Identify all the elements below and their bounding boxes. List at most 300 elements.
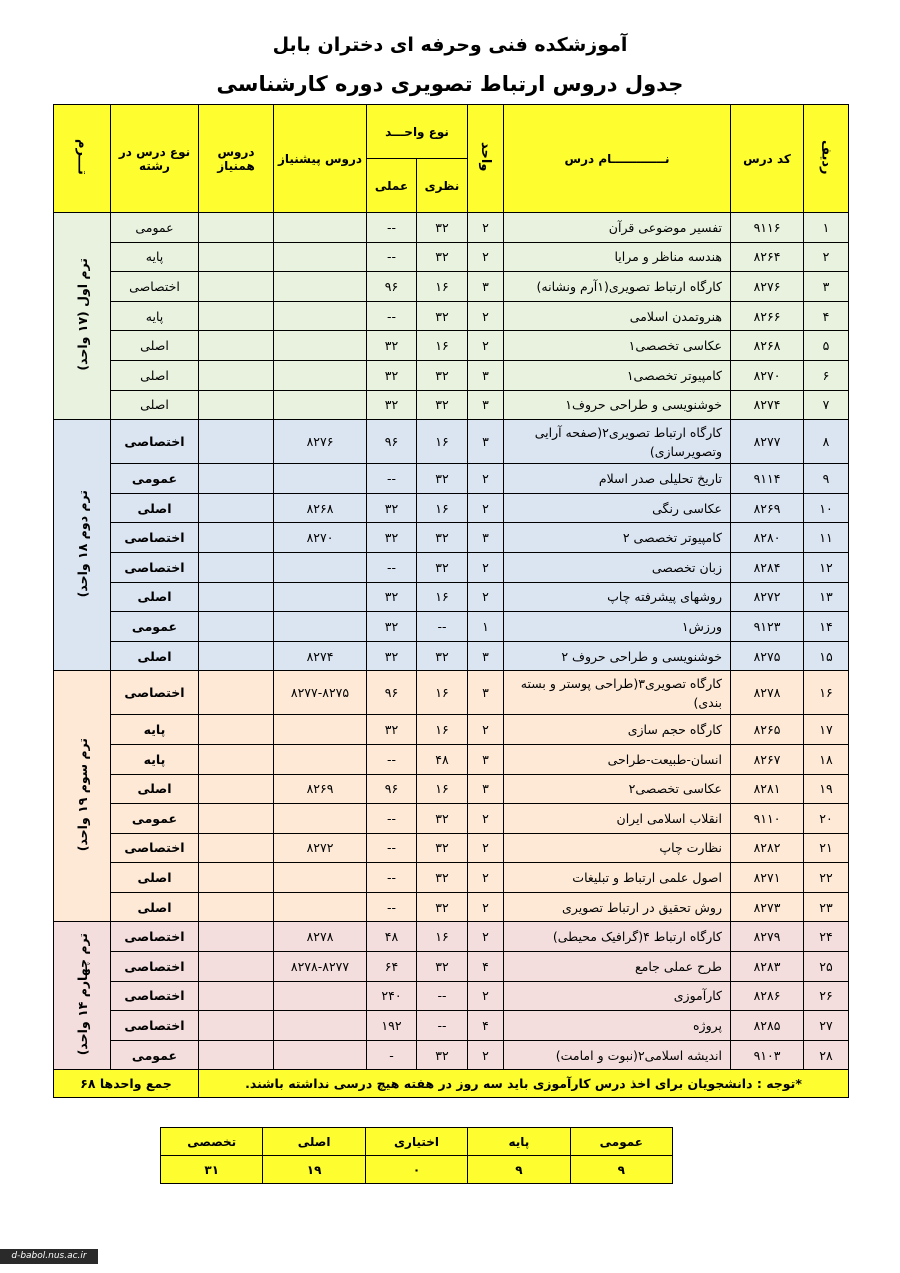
table-row	[54, 582, 849, 612]
cell-code: ۹۱۱۰	[731, 804, 804, 834]
cell-pishniaz: ۸۲۶۹	[274, 774, 367, 804]
cell-pishniaz: ۸۲۷۰	[274, 523, 367, 553]
cell-amali: ۴۸	[367, 922, 417, 952]
summary-table	[160, 1127, 673, 1184]
cell-radif: ۱۸	[804, 744, 849, 774]
cell-amali: ۳۲	[367, 523, 417, 553]
cell-course-type: عمومی	[111, 464, 199, 494]
cell-course-type: پایه	[111, 715, 199, 745]
cell-vahed: ۴	[468, 952, 504, 982]
cell-hamniaz	[199, 360, 274, 390]
cell-pishniaz	[274, 242, 367, 272]
cell-nazari: --	[417, 981, 468, 1011]
cell-hamniaz	[199, 390, 274, 420]
table-row	[54, 952, 849, 982]
cell-radif: ۶	[804, 360, 849, 390]
cell-pishniaz	[274, 804, 367, 834]
cell-course-type: اصلی	[111, 892, 199, 922]
cell-pishniaz	[274, 582, 367, 612]
cell-course-type: عمومی	[111, 213, 199, 243]
table-row	[54, 744, 849, 774]
cell-code: ۸۲۷۴	[731, 390, 804, 420]
cell-course-type: پایه	[111, 744, 199, 774]
cell-nazari: ۱۶	[417, 582, 468, 612]
cell-radif: ۲	[804, 242, 849, 272]
cell-course-type: اصلی	[111, 390, 199, 420]
cell-code: ۸۲۸۱	[731, 774, 804, 804]
cell-amali: --	[367, 744, 417, 774]
cell-amali: --	[367, 804, 417, 834]
cell-amali: --	[367, 213, 417, 243]
cell-radif: ۱۴	[804, 612, 849, 642]
cell-amali: ۳۲	[367, 493, 417, 523]
cell-vahed: ۱	[468, 612, 504, 642]
cell-pishniaz	[274, 464, 367, 494]
cell-pishniaz	[274, 863, 367, 893]
table-row	[54, 523, 849, 553]
cell-hamniaz	[199, 863, 274, 893]
table-row	[54, 671, 849, 715]
cell-vahed: ۲	[468, 1040, 504, 1070]
cell-hamniaz	[199, 744, 274, 774]
cell-vahed: ۳	[468, 744, 504, 774]
cell-amali: ۳۲	[367, 331, 417, 361]
cell-amali: --	[367, 892, 417, 922]
cell-course-type: اصلی	[111, 360, 199, 390]
cell-nazari: ۱۶	[417, 420, 468, 464]
table-row	[54, 272, 849, 302]
summary-label: تخصصی	[161, 1128, 263, 1156]
cell-nazari: ۳۲	[417, 804, 468, 834]
cell-code: ۹۱۱۶	[731, 213, 804, 243]
cell-amali: ۳۲	[367, 612, 417, 642]
cell-vahed: ۲	[468, 493, 504, 523]
table-row	[54, 390, 849, 420]
cell-nazari: ۳۲	[417, 301, 468, 331]
cell-vahed: ۲	[468, 981, 504, 1011]
cell-hamniaz	[199, 213, 274, 243]
cell-hamniaz	[199, 331, 274, 361]
cell-code: ۸۲۸۰	[731, 523, 804, 553]
cell-radif: ۱۱	[804, 523, 849, 553]
cell-name: کارگاه حجم سازی	[504, 715, 731, 745]
header-course-type: نوع درس در رشته	[111, 105, 199, 213]
cell-amali: ۳۲	[367, 641, 417, 671]
cell-amali: -	[367, 1040, 417, 1070]
cell-radif: ۲۰	[804, 804, 849, 834]
cell-vahed: ۳	[468, 360, 504, 390]
cell-vahed: ۳	[468, 420, 504, 464]
cell-name: تفسیر موضوعی قرآن	[504, 213, 731, 243]
table-row	[54, 1040, 849, 1070]
cell-pishniaz	[274, 1040, 367, 1070]
cell-pishniaz	[274, 715, 367, 745]
cell-course-type: اختصاصی	[111, 981, 199, 1011]
footer-total: جمع واحدها ۶۸	[54, 1070, 199, 1098]
cell-pishniaz	[274, 892, 367, 922]
cell-pishniaz	[274, 981, 367, 1011]
summary-value: ۳۱	[161, 1156, 263, 1184]
cell-name: کارگاه ارتباط ۴(گرافیک محیطی)	[504, 922, 731, 952]
cell-radif: ۱	[804, 213, 849, 243]
cell-hamniaz	[199, 493, 274, 523]
cell-code: ۹۱۱۴	[731, 464, 804, 494]
cell-vahed: ۲	[468, 833, 504, 863]
table-row	[54, 552, 849, 582]
cell-vahed: ۲	[468, 804, 504, 834]
cell-course-type: اصلی	[111, 641, 199, 671]
cell-code: ۸۲۸۶	[731, 981, 804, 1011]
cell-hamniaz	[199, 464, 274, 494]
cell-nazari: ۱۶	[417, 922, 468, 952]
cell-vahed: ۲	[468, 922, 504, 952]
cell-pishniaz	[274, 331, 367, 361]
cell-code: ۸۲۸۵	[731, 1011, 804, 1041]
cell-course-type: عمومی	[111, 804, 199, 834]
cell-pishniaz: ۸۲۶۸	[274, 493, 367, 523]
cell-amali: ۹۶	[367, 420, 417, 464]
header-pishniaz: دروس پیشنیاز	[274, 105, 367, 213]
cell-amali: --	[367, 301, 417, 331]
cell-vahed: ۲	[468, 892, 504, 922]
cell-name: کارگاه ارتباط تصویری۲(صفحه آرایی وتصویرسازی)	[504, 420, 731, 464]
cell-pishniaz	[274, 360, 367, 390]
cell-code: ۸۲۶۹	[731, 493, 804, 523]
table-row	[54, 981, 849, 1011]
cell-code: ۹۱۲۳	[731, 612, 804, 642]
cell-pishniaz	[274, 744, 367, 774]
table-row	[54, 833, 849, 863]
cell-radif: ۵	[804, 331, 849, 361]
cell-radif: ۲۴	[804, 922, 849, 952]
cell-hamniaz	[199, 804, 274, 834]
cell-hamniaz	[199, 523, 274, 553]
cell-hamniaz	[199, 301, 274, 331]
cell-hamniaz	[199, 715, 274, 745]
cell-vahed: ۴	[468, 1011, 504, 1041]
table-row	[54, 213, 849, 243]
cell-pishniaz: ۸۲۷۲	[274, 833, 367, 863]
table-row	[54, 774, 849, 804]
cell-name: کامپیوتر تخصصی۱	[504, 360, 731, 390]
cell-hamniaz	[199, 641, 274, 671]
cell-name: کارآموزی	[504, 981, 731, 1011]
term-label: ترم دوم ۱۸ واحد)	[54, 420, 111, 671]
summary-labels-row	[161, 1128, 673, 1156]
header-name: نـــــــــــــام درس	[504, 105, 731, 213]
summary-value: ۱۹	[263, 1156, 365, 1184]
page-title: آموزشکده فنی وحرفه ای دختران بابل	[272, 34, 628, 56]
table-row	[54, 331, 849, 361]
cell-course-type: پایه	[111, 301, 199, 331]
cell-course-type: اختصاصی	[111, 952, 199, 982]
cell-name: زبان تخصصی	[504, 552, 731, 582]
cell-pishniaz	[274, 1011, 367, 1041]
cell-amali: --	[367, 833, 417, 863]
cell-course-type: عمومی	[111, 612, 199, 642]
cell-nazari: ۳۲	[417, 360, 468, 390]
cell-code: ۸۲۶۶	[731, 301, 804, 331]
cell-name: روش تحقیق در ارتباط تصویری	[504, 892, 731, 922]
cell-name: هنروتمدن اسلامی	[504, 301, 731, 331]
cell-nazari: ۳۲	[417, 833, 468, 863]
cell-radif: ۱۶	[804, 671, 849, 715]
summary-value: ۹	[570, 1156, 672, 1184]
cell-amali: ۹۶	[367, 671, 417, 715]
cell-amali: ۳۲	[367, 360, 417, 390]
cell-name: اندیشه اسلامی۲(نبوت و امامت)	[504, 1040, 731, 1070]
cell-course-type: اختصاصی	[111, 922, 199, 952]
courses-table	[53, 104, 849, 1098]
cell-hamniaz	[199, 981, 274, 1011]
header-term: تـــرم	[54, 105, 111, 213]
cell-nazari: ۳۲	[417, 390, 468, 420]
table-row	[54, 493, 849, 523]
table-row	[54, 641, 849, 671]
table-row	[54, 612, 849, 642]
table-row	[54, 892, 849, 922]
cell-pishniaz	[274, 552, 367, 582]
cell-vahed: ۲	[468, 464, 504, 494]
cell-vahed: ۳	[468, 272, 504, 302]
cell-amali: --	[367, 242, 417, 272]
cell-vahed: ۲	[468, 331, 504, 361]
cell-name: عکاسی رنگی	[504, 493, 731, 523]
cell-course-type: اصلی	[111, 331, 199, 361]
cell-name: تاریخ تحلیلی صدر اسلام	[504, 464, 731, 494]
cell-nazari: ۱۶	[417, 671, 468, 715]
cell-nazari: ۱۶	[417, 331, 468, 361]
cell-nazari: ۱۶	[417, 493, 468, 523]
cell-code: ۸۲۸۴	[731, 552, 804, 582]
cell-hamniaz	[199, 952, 274, 982]
cell-code: ۸۲۶۵	[731, 715, 804, 745]
cell-pishniaz	[274, 612, 367, 642]
table-row	[54, 301, 849, 331]
cell-amali: ۳۲	[367, 715, 417, 745]
site-badge[interactable]: d-babol.nus.ac.ir	[0, 1249, 98, 1264]
page-subtitle: جدول دروس ارتباط تصویری دوره کارشناسی	[216, 72, 684, 96]
cell-pishniaz	[274, 213, 367, 243]
cell-pishniaz: ۸۲۷۸-۸۲۷۷	[274, 952, 367, 982]
summary-label: اختیاری	[365, 1128, 467, 1156]
cell-name: عکاسی تخصصی۱	[504, 331, 731, 361]
cell-code: ۸۲۷۰	[731, 360, 804, 390]
cell-amali: ۳۲	[367, 582, 417, 612]
cell-radif: ۱۲	[804, 552, 849, 582]
table-row	[54, 420, 849, 464]
cell-radif: ۱۷	[804, 715, 849, 745]
cell-course-type: اختصاصی	[111, 552, 199, 582]
term-label: ترم اول (۱۷ واحد)	[54, 213, 111, 420]
cell-name: انسان-طبیعت-طراحی	[504, 744, 731, 774]
cell-vahed: ۳	[468, 671, 504, 715]
cell-course-type: اختصاصی	[111, 523, 199, 553]
courses-body	[54, 213, 849, 1070]
cell-radif: ۸	[804, 420, 849, 464]
summary-label: پایه	[468, 1128, 570, 1156]
cell-course-type: پایه	[111, 242, 199, 272]
cell-nazari: ۳۲	[417, 242, 468, 272]
cell-radif: ۲۵	[804, 952, 849, 982]
cell-name: کارگاه تصویری۳(طراحی پوستر و بسته بندی)	[504, 671, 731, 715]
cell-nazari: ۱۶	[417, 774, 468, 804]
cell-vahed: ۲	[468, 242, 504, 272]
cell-nazari: ۳۲	[417, 641, 468, 671]
cell-name: خوشنویسی و طراحی حروف ۲	[504, 641, 731, 671]
header-code: کد درس	[731, 105, 804, 213]
cell-name: هندسه مناظر و مرایا	[504, 242, 731, 272]
cell-hamniaz	[199, 612, 274, 642]
cell-code: ۸۲۷۷	[731, 420, 804, 464]
cell-code: ۸۲۷۱	[731, 863, 804, 893]
cell-nazari: ۳۲	[417, 952, 468, 982]
cell-nazari: ۳۲	[417, 892, 468, 922]
cell-nazari: ۳۲	[417, 1040, 468, 1070]
cell-vahed: ۲	[468, 863, 504, 893]
cell-vahed: ۲	[468, 582, 504, 612]
cell-radif: ۲۷	[804, 1011, 849, 1041]
cell-pishniaz: ۸۲۷۸	[274, 922, 367, 952]
cell-code: ۸۲۷۵	[731, 641, 804, 671]
cell-pishniaz	[274, 390, 367, 420]
cell-amali: ۶۴	[367, 952, 417, 982]
table-row	[54, 922, 849, 952]
cell-hamniaz	[199, 242, 274, 272]
cell-course-type: عمومی	[111, 1040, 199, 1070]
table-row	[54, 715, 849, 745]
table-row	[54, 863, 849, 893]
cell-radif: ۱۵	[804, 641, 849, 671]
cell-code: ۸۲۷۹	[731, 922, 804, 952]
cell-pishniaz: ۸۲۷۶	[274, 420, 367, 464]
table-row	[54, 360, 849, 390]
cell-amali: ۳۲	[367, 390, 417, 420]
cell-hamniaz	[199, 1011, 274, 1041]
cell-hamniaz	[199, 671, 274, 715]
cell-vahed: ۲	[468, 552, 504, 582]
term-label: ترم سوم ۱۹ واحد)	[54, 671, 111, 922]
cell-nazari: ۴۸	[417, 744, 468, 774]
cell-vahed: ۲	[468, 213, 504, 243]
cell-radif: ۷	[804, 390, 849, 420]
cell-amali: ۲۴۰	[367, 981, 417, 1011]
header-radif: ردیف	[804, 105, 849, 213]
cell-code: ۹۱۰۳	[731, 1040, 804, 1070]
cell-nazari: ۳۲	[417, 213, 468, 243]
cell-course-type: اصلی	[111, 582, 199, 612]
cell-course-type: اختصاصی	[111, 671, 199, 715]
cell-radif: ۴	[804, 301, 849, 331]
cell-pishniaz	[274, 272, 367, 302]
cell-name: پروژه	[504, 1011, 731, 1041]
cell-pishniaz	[274, 301, 367, 331]
cell-nazari: --	[417, 612, 468, 642]
cell-radif: ۲۶	[804, 981, 849, 1011]
cell-hamniaz	[199, 922, 274, 952]
cell-course-type: اختصاصی	[111, 272, 199, 302]
cell-hamniaz	[199, 833, 274, 863]
cell-course-type: اختصاصی	[111, 420, 199, 464]
cell-course-type: اختصاصی	[111, 1011, 199, 1041]
cell-nazari: --	[417, 1011, 468, 1041]
cell-pishniaz: ۸۲۷۴	[274, 641, 367, 671]
cell-hamniaz	[199, 552, 274, 582]
cell-course-type: اختصاصی	[111, 833, 199, 863]
header-amali: عملی	[367, 159, 417, 213]
table-row	[54, 804, 849, 834]
summary-label: اصلی	[263, 1128, 365, 1156]
cell-nazari: ۱۶	[417, 715, 468, 745]
cell-code: ۸۲۷۶	[731, 272, 804, 302]
cell-radif: ۱۳	[804, 582, 849, 612]
cell-code: ۸۲۶۴	[731, 242, 804, 272]
cell-name: ورزش۱	[504, 612, 731, 642]
cell-name: نظارت چاپ	[504, 833, 731, 863]
table-row	[54, 1011, 849, 1041]
cell-amali: ۹۶	[367, 774, 417, 804]
cell-radif: ۹	[804, 464, 849, 494]
header-hamniaz: دروس همنیاز	[199, 105, 274, 213]
cell-course-type: اصلی	[111, 863, 199, 893]
cell-amali: --	[367, 863, 417, 893]
term-label: ترم چهارم ۱۴ واحد)	[54, 922, 111, 1070]
cell-vahed: ۳	[468, 774, 504, 804]
cell-code: ۸۲۶۷	[731, 744, 804, 774]
cell-nazari: ۳۲	[417, 464, 468, 494]
cell-code: ۸۲۷۳	[731, 892, 804, 922]
cell-radif: ۲۲	[804, 863, 849, 893]
cell-name: عکاسی تخصصی۲	[504, 774, 731, 804]
cell-nazari: ۱۶	[417, 272, 468, 302]
cell-name: انقلاب اسلامی ایران	[504, 804, 731, 834]
cell-name: خوشنویسی و طراحی حروف۱	[504, 390, 731, 420]
table-row	[54, 464, 849, 494]
cell-hamniaz	[199, 774, 274, 804]
header-nazari: نظری	[417, 159, 468, 213]
cell-name: کامپیوتر تخصصی ۲	[504, 523, 731, 553]
cell-amali: ۱۹۲	[367, 1011, 417, 1041]
header-vahed: واحد	[468, 105, 504, 213]
cell-code: ۸۲۸۳	[731, 952, 804, 982]
cell-vahed: ۳	[468, 641, 504, 671]
cell-code: ۸۲۷۲	[731, 582, 804, 612]
cell-hamniaz	[199, 582, 274, 612]
cell-hamniaz	[199, 892, 274, 922]
cell-vahed: ۲	[468, 715, 504, 745]
cell-nazari: ۳۲	[417, 863, 468, 893]
summary-value: ۰	[365, 1156, 467, 1184]
summary-value: ۹	[468, 1156, 570, 1184]
cell-course-type: اصلی	[111, 774, 199, 804]
cell-vahed: ۲	[468, 301, 504, 331]
cell-name: طرح عملی جامع	[504, 952, 731, 982]
cell-amali: ۹۶	[367, 272, 417, 302]
cell-radif: ۲۸	[804, 1040, 849, 1070]
summary-label: عمومی	[570, 1128, 672, 1156]
cell-amali: --	[367, 464, 417, 494]
cell-nazari: ۳۲	[417, 552, 468, 582]
cell-course-type: اصلی	[111, 493, 199, 523]
cell-vahed: ۳	[468, 523, 504, 553]
cell-hamniaz	[199, 1040, 274, 1070]
table-row	[54, 242, 849, 272]
footer-note: *توجه : دانشجویان برای اخذ درس کارآموزی باید سه روز در هفته هیچ درسی نداشته باشند.	[199, 1070, 849, 1098]
header-unit-type: نوع واحـــد	[367, 105, 468, 159]
cell-name: کارگاه ارتباط تصویری(۱آرم ونشانه)	[504, 272, 731, 302]
cell-code: ۸۲۸۲	[731, 833, 804, 863]
cell-code: ۸۲۶۸	[731, 331, 804, 361]
